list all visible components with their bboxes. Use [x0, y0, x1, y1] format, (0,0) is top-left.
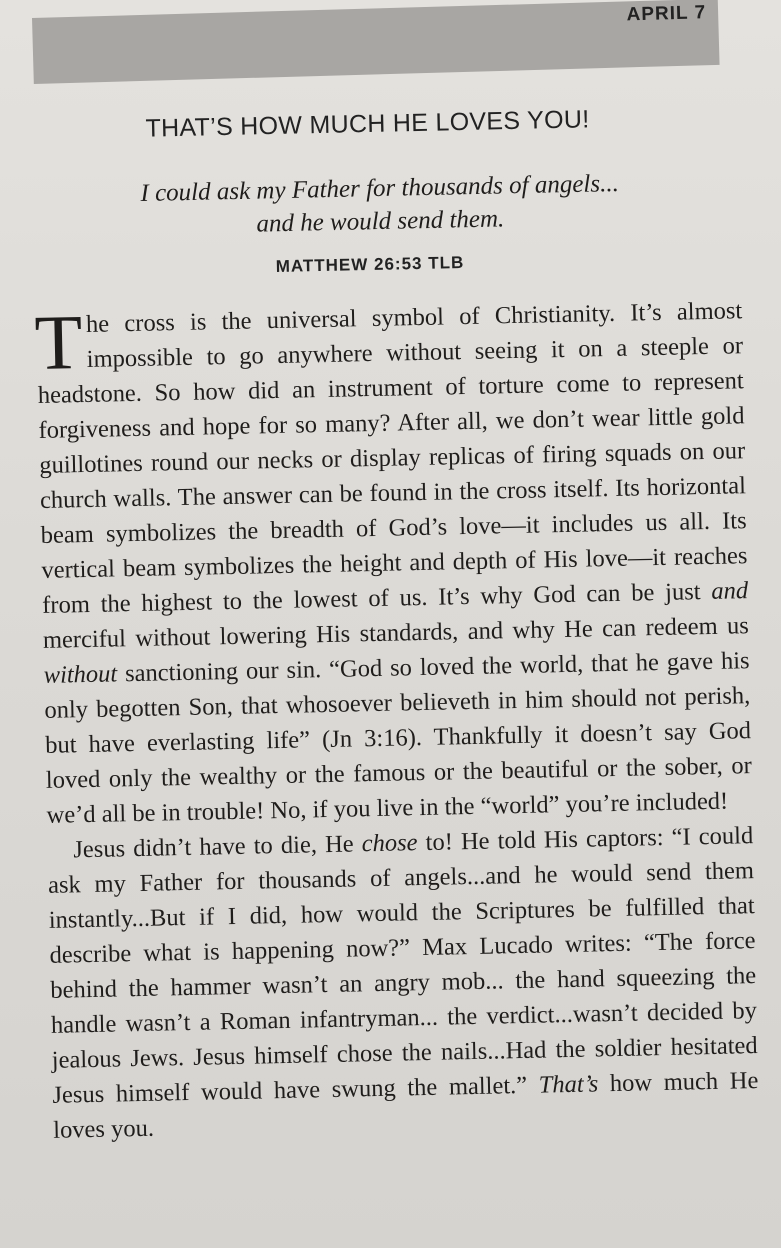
paragraph-1 — [33, 293, 753, 833]
emphasis-and: and — [711, 577, 749, 605]
drop-cap: T — [33, 298, 84, 387]
devotion-title: THAT’S HOW MUCH HE LOVES YOU! — [145, 105, 590, 143]
paragraph-2-text-b: to! He told His captors: “I could ask my Father for thousands of angels...and he would send them instantly...But if I did, how would the Scriptures be fulfilled that describe what is happening now?” Max Lucado writes: “The force behind the hammer wasn’t an angry mob... the hand squeezing the handle wasn’t a Roman infantryman... the verdict...wasn’t decided by jealous Jews. Jesus himself chose the nails...Had the soldier hesitated Jesus himself would have swung the mallet.” — [47, 822, 758, 1109]
date-header-band — [32, 0, 720, 84]
emphasis-without: without — [43, 660, 118, 689]
paragraph-2-text-a: Jesus didn’t have to die, He — [73, 830, 363, 864]
emphasis-thats: That’s — [538, 1070, 599, 1099]
date-label: APRIL 7 — [626, 2, 707, 26]
quote-line-1: I could ask my Father for thousands of angels... — [140, 169, 620, 208]
emphasis-chose: chose — [361, 829, 418, 858]
paragraph-1-text-c: sanctioning our sin. “God so loved the world, that he gave his only begotten Son, that whosoever believeth in him should not perish, but have everlasting life” (Jn 3:16). Thankfully it doesn’t say God loved only the wealthy or the famous or the beautiful or the sober, or we’d all be in trouble! No, if you live in the “world” you’re included! — [44, 647, 753, 829]
quote-line-2: and he would send them. — [256, 205, 505, 238]
scripture-quote — [59, 165, 700, 244]
paragraph-1-text-b: merciful without lowering His standards, and why He can redeem us — [42, 612, 750, 654]
scripture-reference: MATTHEW 26:53 TLB — [275, 253, 465, 276]
paragraph-2-text-c: how much He loves you. — [52, 1067, 759, 1144]
paragraph-2 — [47, 818, 759, 1148]
devotion-body — [33, 293, 759, 1148]
paragraph-1-text-a: he cross is the universal symbol of Christianity. It’s almost impossible to go anywhere without seeing it on a steeple or headstone. So how did an instrument of torture come to represent forgiveness and hope for so many? After all, we don’t wear little gold guillotines round our necks or display replicas of firing squads on our church walls. The answer can be found in the cross itself. Its horizontal beam symbolizes the breadth of God’s love—it includes us all. Its vertical beam symbolizes the height and depth of His love—it reaches from the highest to the lowest of us. It’s why God can be just — [37, 297, 748, 619]
